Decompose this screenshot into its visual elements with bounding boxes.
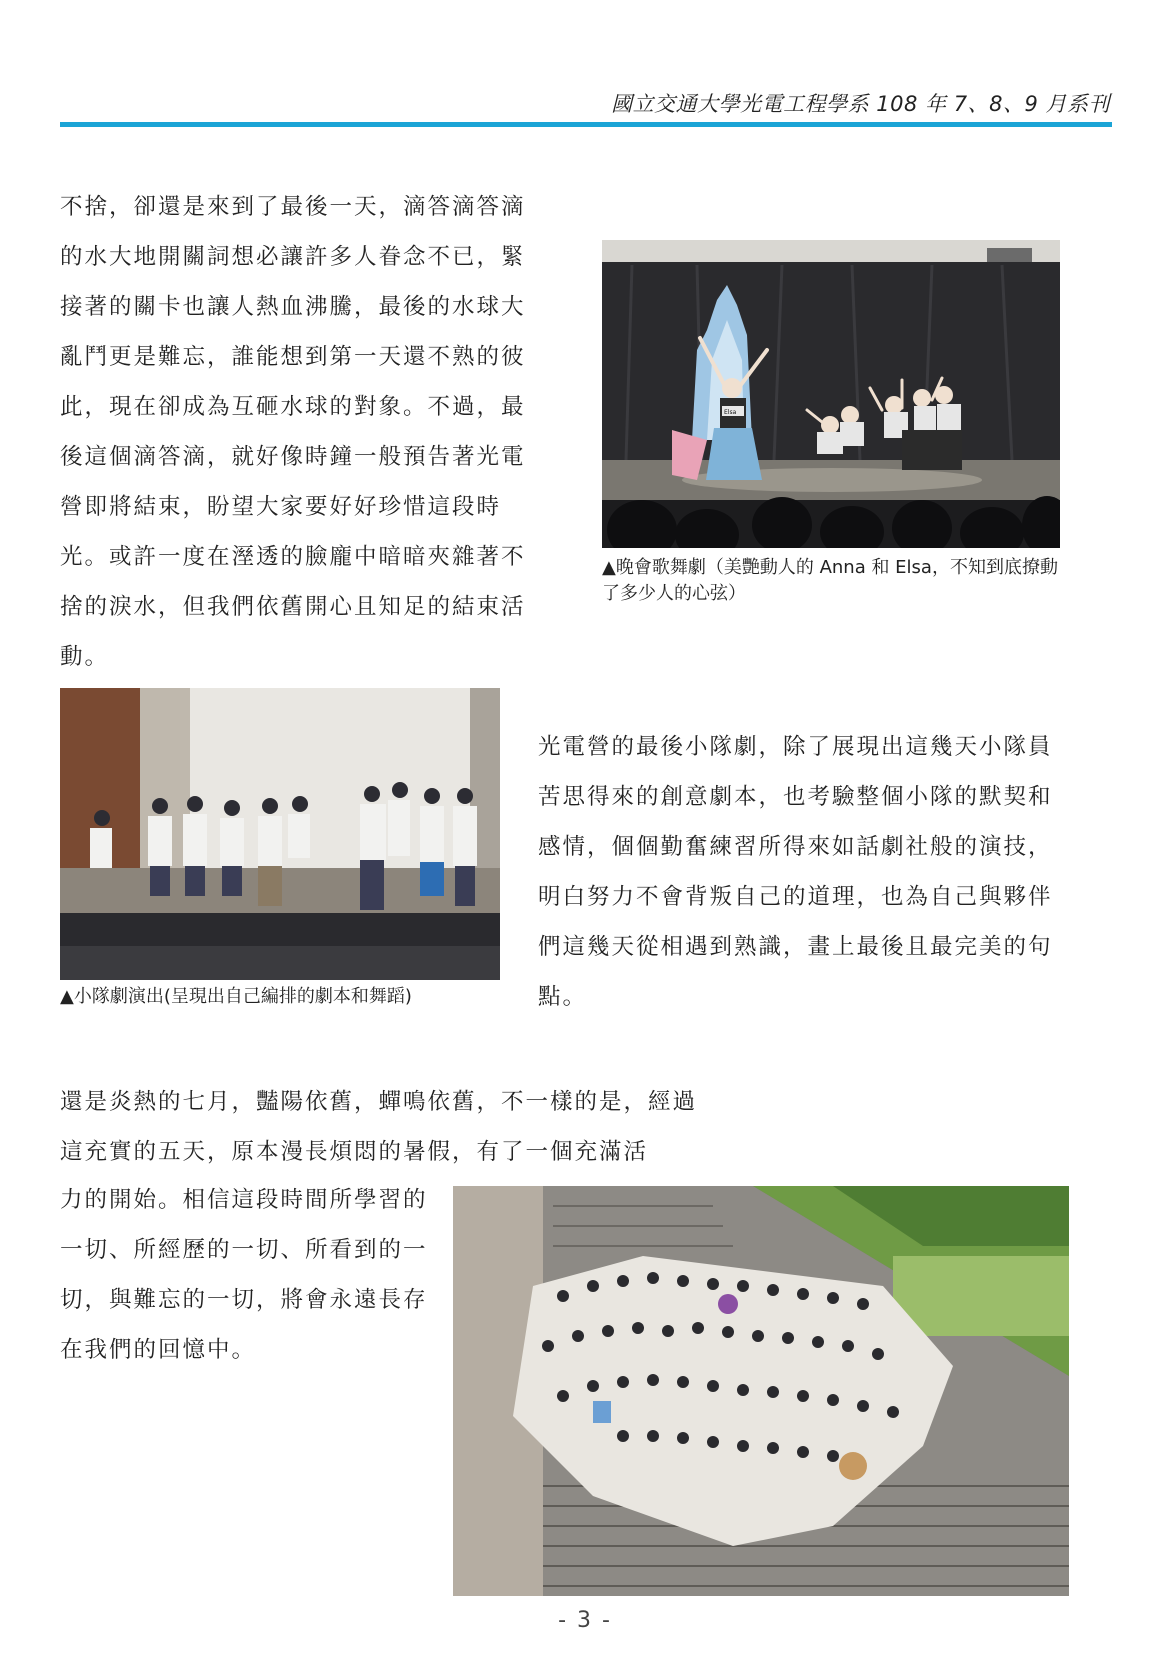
paragraph-water-games: 不捨，卻還是來到了最後一天，滴答滴答滴的水大地開關詞想必讓許多人眷念不已，緊接著的關卡也讓人熱血沸騰，最後的水球大亂鬥更是難忘，誰能想到第一天還不熟的彼此，現在卻成為互砸水球的對象。不過，最後這個滴答滴，就好像時鐘一般預告著光電營即將結束，盼望大家要好好珍惜這段時光。或許一度在溼透的臉龐中暗暗夾雜著不捨的淚水，但我們依舊開心且知足的結束活動。 <box>60 194 526 670</box>
paragraph-team-drama: 光電營的最後小隊劇，除了展現出這幾天小隊員苦思得來的創意劇本，也考驗整個小隊的默契和感情，個個勤奮練習所得來如話劇社般的演技，明白努力不會背叛自己的道理，也為自己與夥伴們這幾天從相遇到熟識，畫上最後且最完美的句點。 <box>538 734 1053 1010</box>
paragraph-summer-memories: 力的開始。相信這段時間所學習的一切、所經歷的一切、所看到的一切，與難忘的一切，將會永遠長存在我們的回憶中。 <box>60 1187 428 1363</box>
caption-team-drama: ▲小隊劇演出(呈現出自己編排的劇本和舞蹈) <box>60 986 412 1007</box>
photo-group-stairs <box>453 1186 1069 1596</box>
photo-evening-musical <box>602 240 1060 548</box>
photo-team-drama <box>60 688 500 980</box>
paragraph-summer-intro: 還是炎熱的七月，豔陽依舊，蟬鳴依舊，不一樣的是，經過這充實的五天，原本漫長煩悶的暑假，有了一個充滿活 <box>60 1089 698 1165</box>
page-number: - 3 - <box>558 1608 612 1633</box>
journal-header-title: 國立交通大學光電工程學系 108 年 7、8、9 月系刊 <box>611 92 1110 116</box>
header-rule <box>60 122 1112 127</box>
photo-elsa-sign: Elsa <box>724 409 737 416</box>
caption-evening-musical: ▲晚會歌舞劇（美艷動人的 Anna 和 Elsa，不知到底撩動了多少人的心弦） <box>602 557 1058 604</box>
